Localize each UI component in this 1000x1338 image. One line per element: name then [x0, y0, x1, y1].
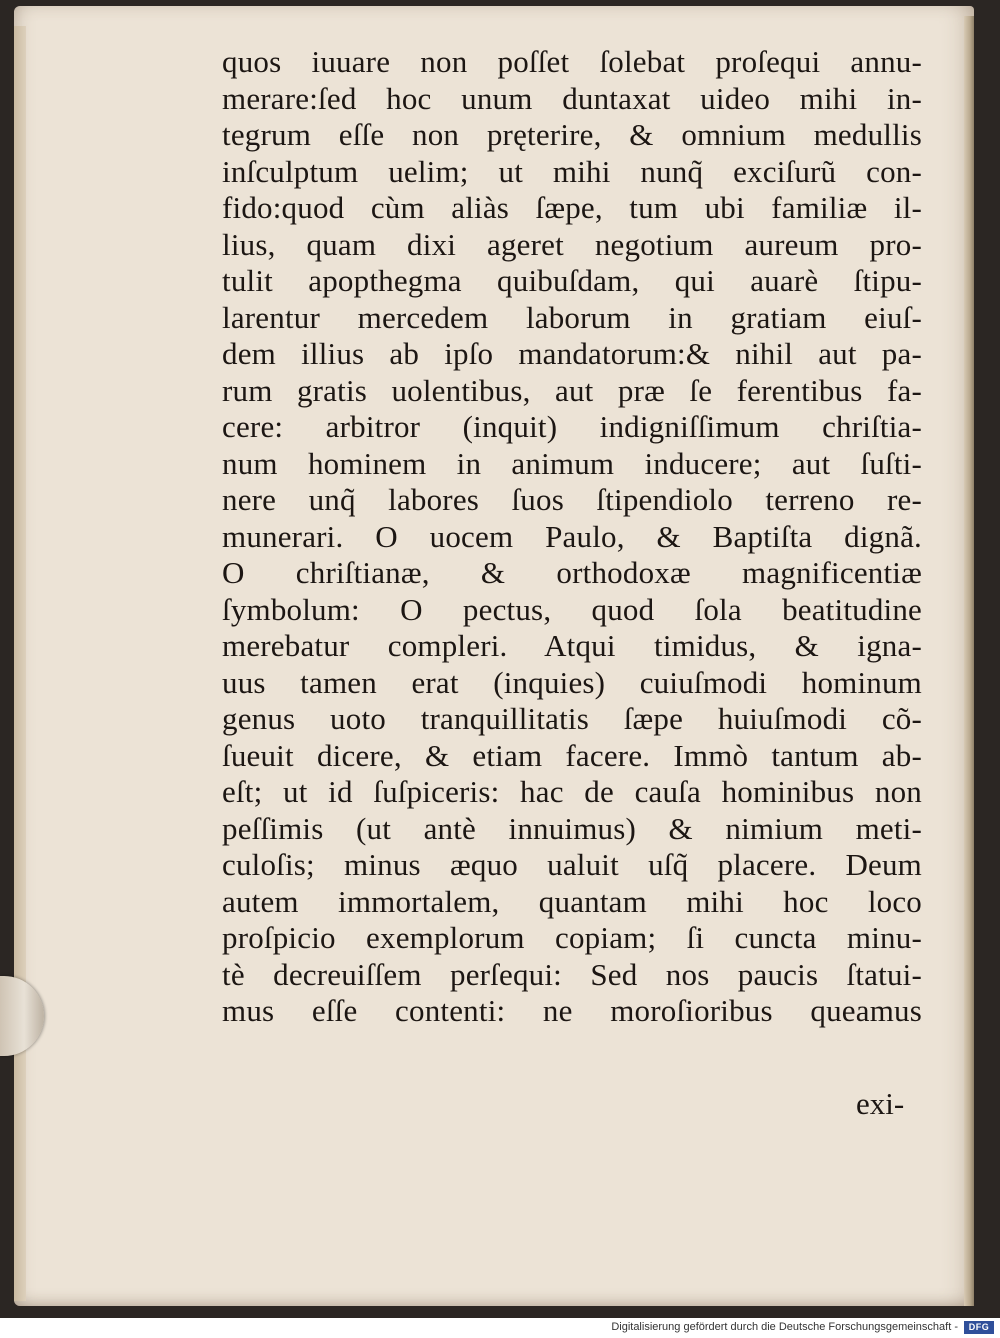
text-line: larentur mercedem laborum in gratiam eiuſ- — [222, 299, 922, 335]
text-line: merebatur compleri. Atqui timidus, & igna- — [222, 628, 922, 663]
text-line: culoſis; minus æquo ualuit uſq̃ placere. Deum — [222, 847, 922, 882]
text-line: proſpicio exemplorum copiam; ſi cuncta minu- — [222, 920, 922, 955]
text-line: lius, quam dixi ageret negotium aureum pro- — [222, 226, 922, 262]
text-line: rum gratis uolentibus, aut præ ſe ferentibus fa- — [222, 372, 922, 408]
digitization-footer — [0, 1318, 1000, 1338]
text-line: O chriſtianæ, & orthodoxæ magnificentiæ — [222, 555, 922, 590]
catchword: exi- — [856, 1086, 905, 1121]
text-line: merare:ſed hoc unum duntaxat uideo mihi in- — [222, 80, 922, 116]
text-line: inſculptum uelim; ut mihi nunq̃ exciſurũ con- — [222, 153, 922, 189]
text-line: tè decreuiſſem perſequi: Sed nos paucis ſtatui- — [222, 956, 922, 992]
text-line: fido:quod cùm aliàs ſæpe, tum ubi familiæ il- — [222, 190, 922, 225]
text-line: ſymbolum: O pectus, quod ſola beatitudine — [222, 591, 922, 627]
text-line: tegrum eſſe non pręterire, & omnium medullis — [222, 117, 922, 152]
text-line: peſſimis (ut antè innuimus) & nimium meti- — [222, 810, 922, 846]
text-line: nere unq̃ labores ſuos ſtipendiolo terreno re- — [222, 482, 922, 517]
text-line: uus tamen erat (inquies) cuiuſmodi hominum — [222, 664, 922, 700]
text-line: genus uoto tranquillitatis ſæpe huiuſmodi cõ- — [222, 701, 922, 736]
text-line: munerari. O uocem Paulo, & Baptiſta dignã. — [222, 518, 922, 554]
text-line: cere: arbitror (inquit) indigniſſimum chriſtia- — [222, 409, 922, 444]
dfg-logo: DFG — [964, 1321, 994, 1334]
text-line: num hominem in animum inducere; aut ſuſti- — [222, 445, 922, 481]
page-fore-edge — [964, 16, 974, 1306]
text-line: mus eſſe contenti: ne moroſioribus queamus — [222, 993, 922, 1028]
text-line: quos iuuare non poſſet ſolebat proſequi annu- — [222, 44, 922, 79]
text-line: autem immortalem, quantam mihi hoc loco — [222, 883, 922, 919]
page-gutter — [14, 26, 26, 1301]
text-line: tulit apopthegma quibuſdam, qui auarè ſtipu- — [222, 263, 922, 298]
page-text-block — [222, 44, 942, 1030]
text-line: ſueuit dicere, & etiam facere. Immò tantum ab- — [222, 737, 922, 773]
text-line: eſt; ut id ſuſpiceris: hac de cauſa hominibus non — [222, 774, 922, 809]
funding-credit: Digitalisierung gefördert durch die Deutsche Forschungsgemeinschaft - — [611, 1321, 958, 1333]
text-line: dem illius ab ipſo mandatorum:& nihil aut pa- — [222, 336, 922, 371]
